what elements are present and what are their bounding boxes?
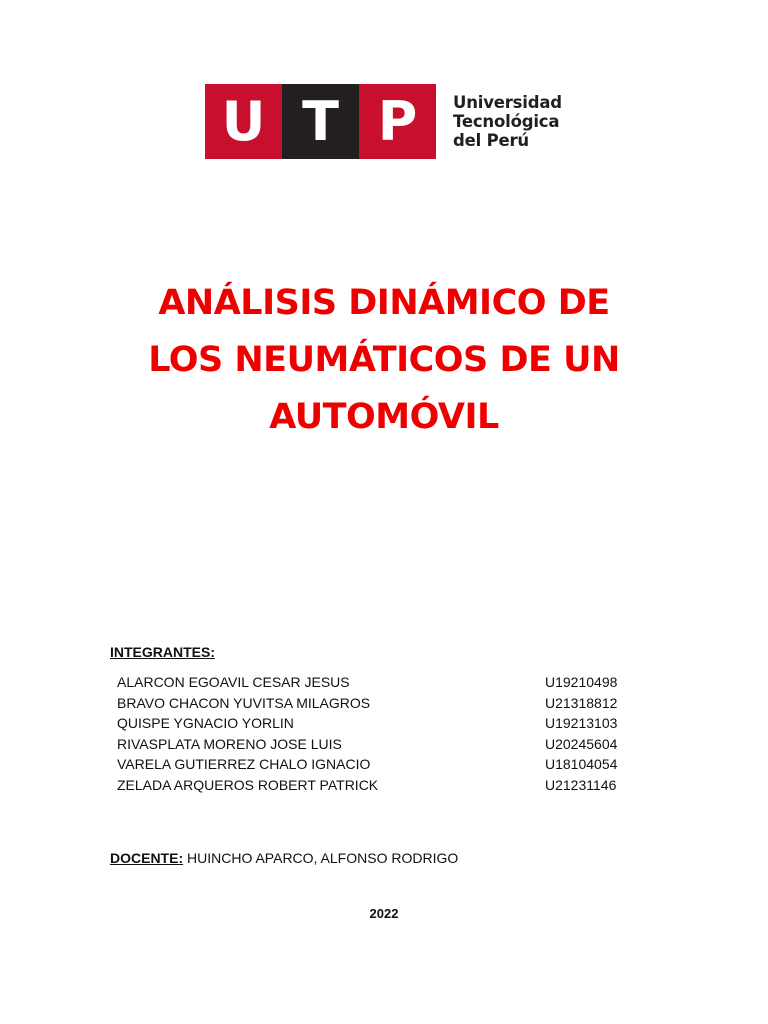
members-heading: INTEGRANTES:: [110, 644, 215, 660]
member-id: U19210498: [545, 674, 618, 690]
member-name: RIVASPLATA MORENO JOSE LUIS: [117, 735, 342, 752]
member-row: [117, 775, 627, 796]
title-line-1: ANÁLISIS DINÁMICO DE: [158, 283, 610, 323]
member-id: U21231146: [545, 776, 617, 793]
member-name: ZELADA ARQUEROS ROBERT PATRICK: [117, 776, 379, 793]
logo-letter-t: T: [282, 84, 359, 159]
teacher-name: HUINCHO APARCO, ALFONSO RODRIGO: [187, 850, 459, 866]
logo-letter-u: U: [205, 84, 282, 159]
teacher-label: DOCENTE:: [110, 850, 184, 866]
member-row: [117, 734, 627, 755]
university-name-line-2: Tecnológica: [453, 112, 560, 131]
member-id: U19213103: [545, 715, 618, 732]
university-name: [453, 93, 562, 150]
member-id: U21318812: [545, 694, 618, 711]
member-row: [117, 754, 627, 775]
member-row: [117, 693, 627, 714]
title-line-2: LOS NEUMÁTICOS DE UN: [148, 340, 620, 380]
document-title: [0, 275, 768, 446]
members-list: [117, 672, 627, 796]
member-id: U20245604: [545, 735, 618, 752]
member-name: VARELA GUTIERREZ CHALO IGNACIO: [117, 756, 371, 773]
member-row: [117, 672, 627, 693]
member-id: U18104054: [545, 756, 618, 773]
university-name-line-1: Universidad: [453, 93, 562, 112]
logo-letter-p: P: [359, 84, 436, 159]
member-name: BRAVO CHACON YUVITSA MILAGROS: [117, 694, 371, 711]
member-row: [117, 713, 627, 734]
member-name: QUISPE YGNACIO YORLIN: [117, 715, 294, 732]
member-name: ALARCON EGOAVIL CESAR JESUS: [117, 674, 350, 690]
title-line-3: AUTOMÓVIL: [269, 397, 499, 437]
utp-logo: [205, 84, 562, 159]
university-name-line-3: del Perú: [453, 131, 529, 150]
teacher-line: [110, 850, 458, 867]
year: 2022: [369, 906, 399, 921]
